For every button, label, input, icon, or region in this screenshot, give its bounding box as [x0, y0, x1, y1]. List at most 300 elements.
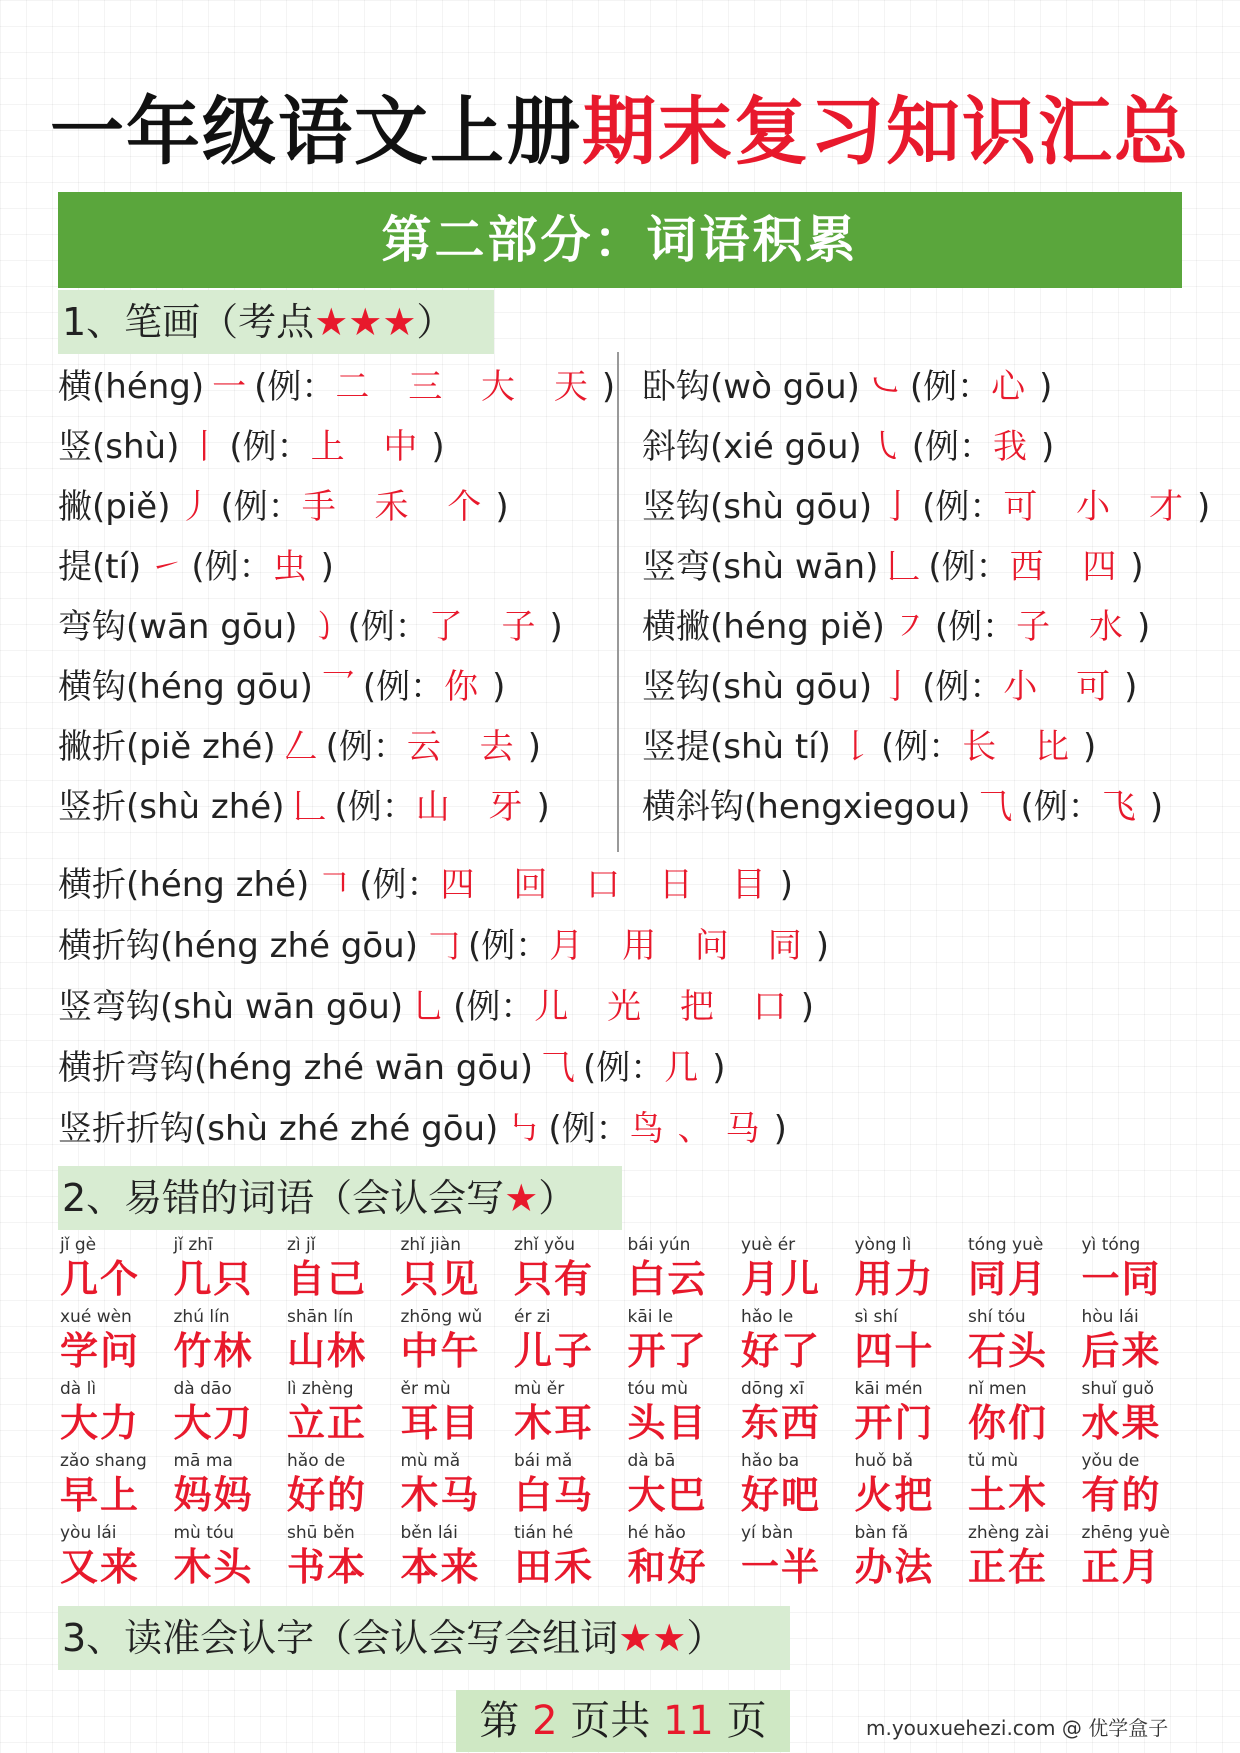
word-hanzi: 竹林 — [173, 1329, 254, 1373]
stroke-glyph: 亅 — [880, 667, 915, 707]
left-stroke-row — [58, 422, 445, 472]
word-hanzi: 四十 — [854, 1329, 935, 1373]
stroke-glyph: 一 — [212, 367, 247, 407]
word-item — [741, 1522, 845, 1590]
word-item — [514, 1306, 618, 1374]
example-chars: 飞 — [1101, 787, 1150, 827]
word-pinyin: mù ěr — [514, 1379, 565, 1399]
example-prefix: (例： — [1020, 787, 1102, 827]
word-pinyin: sì shí — [854, 1307, 898, 1327]
stroke-name: 横斜钩(hengxiegou) — [642, 787, 971, 827]
word-hanzi: 木头 — [173, 1545, 254, 1589]
example-prefix: (例： — [334, 787, 416, 827]
word-hanzi: 早上 — [60, 1473, 141, 1517]
word-item — [401, 1306, 505, 1374]
example-prefix: (例： — [909, 367, 992, 407]
example-chars: 儿 光 把 口 — [534, 987, 801, 1027]
word-hanzi: 儿子 — [514, 1329, 595, 1373]
word-pinyin: dà bā — [627, 1451, 676, 1471]
word-hanzi: 好了 — [741, 1329, 822, 1373]
example-chars: 小 可 — [1003, 667, 1125, 707]
word-pinyin: bàn fǎ — [854, 1523, 909, 1543]
stroke-name: 横折弯钩(héng zhé wān gōu) — [58, 1048, 533, 1088]
word-hanzi: 一同 — [1081, 1257, 1162, 1301]
example-prefix: (例： — [254, 367, 336, 407]
section2-title: 2、易错的词语（会认会写 — [62, 1176, 505, 1220]
word-item — [174, 1378, 278, 1446]
left-stroke-row — [58, 482, 509, 532]
word-hanzi: 好吧 — [741, 1473, 822, 1517]
example-suffix: ) — [1124, 667, 1138, 707]
example-chars: 月 用 问 同 — [549, 926, 816, 966]
example-prefix: (例： — [229, 427, 311, 467]
stroke-glyph: 𠃋 — [283, 727, 318, 767]
stroke-name: 竖钩(shù gōu) — [642, 487, 873, 527]
stroke-name: 横钩(héng gōu) — [58, 667, 313, 707]
word-hanzi: 田禾 — [514, 1545, 595, 1589]
page-mid: 页共 — [570, 1698, 651, 1744]
word-pinyin: hǎo ba — [741, 1451, 800, 1471]
word-pinyin: mù mǎ — [400, 1451, 461, 1471]
word-hanzi: 同月 — [968, 1257, 1049, 1301]
word-item — [60, 1378, 164, 1446]
word-hanzi: 你们 — [968, 1401, 1049, 1445]
example-prefix: (例： — [934, 607, 1017, 647]
word-item — [60, 1450, 164, 1518]
example-chars: 我 — [993, 427, 1042, 467]
word-pinyin: lì zhèng — [287, 1379, 354, 1399]
word-pinyin: yuè ér — [741, 1235, 796, 1255]
example-suffix: ) — [712, 1048, 726, 1088]
stroke-name: 竖折(shù zhé) — [58, 787, 285, 827]
word-item — [855, 1306, 959, 1374]
word-hanzi: 用力 — [854, 1257, 935, 1301]
word-pinyin: jǐ zhī — [173, 1235, 213, 1255]
example-prefix: (例： — [922, 487, 1004, 527]
word-pinyin: zhǐ yǒu — [514, 1235, 576, 1255]
stroke-name: 竖弯钩(shù wān gōu) — [58, 987, 404, 1027]
page-number: 2 — [532, 1698, 558, 1744]
stroke-name: 撇折(piě zhé) — [58, 727, 276, 767]
word-item — [287, 1234, 391, 1302]
page-post: 页 — [726, 1698, 767, 1744]
section-banner: 第二部分：词语积累 — [58, 192, 1182, 288]
word-hanzi: 月儿 — [741, 1257, 822, 1301]
word-item — [741, 1378, 845, 1446]
word-pinyin: tóu mù — [627, 1379, 689, 1399]
stroke-name: 横折钩(héng zhé gōu) — [58, 926, 418, 966]
stroke-name: 竖折折钩(shù zhé zhé gōu) — [58, 1109, 499, 1149]
word-pinyin: kāi le — [627, 1307, 674, 1327]
word-pinyin: hé hǎo — [627, 1523, 686, 1543]
word-item — [968, 1522, 1072, 1590]
word-item — [174, 1450, 278, 1518]
example-chars: 长 比 — [962, 727, 1084, 767]
example-chars: 二 三 大 天 — [335, 367, 602, 407]
example-chars: 虫 — [272, 547, 321, 587]
word-hanzi: 自己 — [287, 1257, 368, 1301]
word-item — [287, 1306, 391, 1374]
word-pinyin: zhǐ jiàn — [400, 1235, 461, 1255]
example-suffix: ) — [1149, 787, 1164, 827]
word-pinyin: dà lì — [60, 1379, 97, 1399]
word-item — [628, 1450, 732, 1518]
word-item — [287, 1450, 391, 1518]
word-item — [741, 1450, 845, 1518]
example-suffix: ) — [1041, 427, 1055, 467]
stroke-name: 弯钩(wān gōu) — [58, 607, 298, 647]
word-pinyin: tǔ mù — [968, 1451, 1019, 1471]
word-pinyin: mā ma — [173, 1451, 233, 1471]
word-pinyin: bái yún — [627, 1235, 691, 1255]
right-stroke-row — [642, 602, 1150, 652]
stroke-glyph: ㇂ — [869, 427, 904, 467]
left-stroke-row — [58, 362, 615, 412]
word-item — [287, 1522, 391, 1590]
example-chars: 云 去 — [406, 727, 528, 767]
word-item — [401, 1378, 505, 1446]
word-hanzi: 正在 — [968, 1545, 1049, 1589]
word-item — [174, 1522, 278, 1590]
example-suffix: ) — [1130, 547, 1144, 587]
stroke-glyph: 丿 — [178, 487, 213, 527]
example-prefix: (例： — [928, 547, 1010, 587]
right-stroke-row — [642, 662, 1137, 712]
example-chars: 你 — [444, 667, 493, 707]
page-total: 11 — [662, 1698, 714, 1744]
word-hanzi: 石头 — [968, 1329, 1049, 1373]
example-prefix: (例： — [362, 667, 445, 707]
example-suffix: ) — [815, 926, 829, 966]
source-watermark: m.youxuehezi.com @ 优学盒子 — [866, 1716, 1169, 1740]
word-item — [514, 1234, 618, 1302]
word-item — [60, 1522, 164, 1590]
word-item — [855, 1234, 959, 1302]
word-hanzi: 立正 — [287, 1401, 368, 1445]
stroke-glyph: 𠃍 — [317, 865, 352, 905]
section2-close: ） — [538, 1176, 577, 1220]
example-chars: 山 牙 — [415, 787, 537, 827]
right-stroke-row — [642, 422, 1054, 472]
word-pinyin: zhú lín — [173, 1307, 230, 1327]
word-hanzi: 和好 — [627, 1545, 708, 1589]
example-prefix: (例： — [922, 667, 1004, 707]
word-pinyin: zǎo shang — [60, 1451, 147, 1471]
stroke-glyph: 𠃊 — [292, 787, 327, 827]
example-suffix: ) — [800, 987, 815, 1027]
section1-stars: ★★★ — [314, 300, 417, 344]
stroke-name: 卧钩(wò gōu) — [642, 367, 860, 407]
word-item — [1082, 1522, 1186, 1590]
example-suffix: ) — [773, 1109, 787, 1149]
word-hanzi: 本来 — [400, 1545, 481, 1589]
word-hanzi: 水果 — [1081, 1401, 1162, 1445]
word-pinyin: zhēng yuè — [1081, 1523, 1170, 1543]
word-hanzi: 白云 — [627, 1257, 708, 1301]
word-item — [174, 1306, 278, 1374]
left-stroke-row — [58, 602, 563, 652]
word-item — [514, 1522, 618, 1590]
full-stroke-row — [58, 921, 829, 971]
example-suffix: ) — [779, 865, 794, 905]
word-pinyin: běn lái — [400, 1523, 458, 1543]
word-hanzi: 几个 — [60, 1257, 141, 1301]
word-pinyin: shū běn — [287, 1523, 355, 1543]
word-hanzi: 只见 — [400, 1257, 481, 1301]
column-divider — [617, 352, 619, 852]
section3-heading — [58, 1606, 790, 1670]
word-item — [628, 1234, 732, 1302]
example-prefix: (例： — [468, 926, 550, 966]
full-stroke-row — [58, 860, 793, 910]
word-hanzi: 火把 — [854, 1473, 935, 1517]
right-stroke-row — [642, 722, 1096, 772]
example-suffix: ) — [492, 667, 506, 707]
word-hanzi: 只有 — [514, 1257, 595, 1301]
full-stroke-row — [58, 982, 814, 1032]
example-chars: 西 四 — [1009, 547, 1131, 587]
stroke-glyph: 乛 — [320, 667, 355, 707]
stroke-glyph: ⺄ — [541, 1048, 575, 1088]
example-prefix: (例： — [583, 1048, 665, 1088]
stroke-glyph: 𠃌 — [426, 926, 460, 966]
word-item — [968, 1234, 1072, 1302]
stroke-name: 撇(piě) — [58, 487, 171, 527]
word-hanzi: 正月 — [1081, 1545, 1162, 1589]
title-red: 期末复习知识汇总 — [582, 89, 1190, 175]
word-hanzi: 学问 — [60, 1329, 141, 1373]
example-chars: 了 子 — [428, 607, 550, 647]
word-item — [741, 1234, 845, 1302]
word-pinyin: mù tóu — [173, 1523, 235, 1543]
word-pinyin: tóng yuè — [968, 1235, 1044, 1255]
word-pinyin: ér zi — [514, 1307, 551, 1327]
example-chars: 鸟、马 — [629, 1109, 774, 1149]
example-suffix: ) — [1136, 607, 1151, 647]
left-stroke-row — [58, 662, 505, 712]
stroke-name: 横(héng) — [58, 367, 205, 407]
word-hanzi: 木耳 — [514, 1401, 595, 1445]
word-pinyin: hǎo de — [287, 1451, 346, 1471]
word-item — [968, 1378, 1072, 1446]
word-item — [1082, 1450, 1186, 1518]
word-item — [968, 1450, 1072, 1518]
word-hanzi: 大力 — [60, 1401, 141, 1445]
example-prefix: (例： — [220, 487, 302, 527]
word-pinyin: jǐ gè — [60, 1235, 97, 1255]
word-pinyin: bái mǎ — [514, 1451, 573, 1471]
word-item — [60, 1306, 164, 1374]
page-title — [0, 82, 1240, 182]
word-pinyin: hòu lái — [1081, 1307, 1139, 1327]
word-pinyin: nǐ men — [968, 1379, 1027, 1399]
word-item — [1082, 1306, 1186, 1374]
example-suffix: ) — [536, 787, 550, 827]
section3-stars: ★★ — [618, 1616, 687, 1660]
example-suffix: ) — [1083, 727, 1097, 767]
word-hanzi: 东西 — [741, 1401, 822, 1445]
word-hanzi: 中午 — [400, 1329, 481, 1373]
right-stroke-row — [642, 542, 1144, 592]
word-pinyin: yí bàn — [741, 1523, 794, 1543]
stroke-name: 竖提(shù tí) — [642, 727, 831, 767]
word-pinyin: yòng lì — [854, 1235, 912, 1255]
stroke-glyph: 𠄌 — [838, 727, 873, 767]
word-hanzi: 几只 — [173, 1257, 254, 1301]
word-pinyin: zhōng wǔ — [400, 1307, 483, 1327]
word-hanzi: 妈妈 — [173, 1473, 254, 1517]
stroke-glyph: ⺄ — [978, 787, 1013, 827]
stroke-glyph: 丨 — [187, 427, 222, 467]
example-suffix: ) — [495, 487, 509, 527]
section3-close: ） — [686, 1616, 725, 1660]
word-hanzi: 开门 — [854, 1401, 935, 1445]
example-prefix: (例： — [548, 1109, 630, 1149]
example-suffix: ) — [1039, 367, 1053, 407]
section2-stars: ★ — [504, 1176, 539, 1220]
word-hanzi: 耳目 — [400, 1401, 481, 1445]
stroke-name: 竖(shù) — [58, 427, 180, 467]
word-pinyin: shí tóu — [968, 1307, 1026, 1327]
example-prefix: (例： — [359, 865, 441, 905]
example-prefix: (例： — [880, 727, 963, 767]
page-pre: 第 — [479, 1698, 520, 1744]
word-hanzi: 白马 — [514, 1473, 595, 1517]
word-item — [1082, 1378, 1186, 1446]
stroke-name: 横撇(héng piě) — [642, 607, 885, 647]
example-prefix: (例： — [191, 547, 273, 587]
section1-heading — [58, 290, 494, 354]
example-chars: 心 — [991, 367, 1040, 407]
stroke-name: 横折(héng zhé) — [58, 865, 310, 905]
example-suffix: ) — [1196, 487, 1211, 527]
title-black: 一年级语文上册 — [50, 89, 582, 175]
section3-title: 3、读准会认字（会认会写会组词 — [62, 1616, 619, 1660]
word-pinyin: dà dāo — [173, 1379, 232, 1399]
example-prefix: (例： — [347, 607, 429, 647]
word-item — [1082, 1234, 1186, 1302]
word-hanzi: 好的 — [287, 1473, 368, 1517]
right-stroke-row — [642, 482, 1210, 532]
example-suffix: ) — [549, 607, 563, 647]
example-suffix: ) — [431, 427, 445, 467]
example-prefix: (例： — [911, 427, 994, 467]
word-item — [855, 1378, 959, 1446]
stroke-glyph: 𠃊 — [886, 547, 921, 587]
word-pinyin: yì tóng — [1081, 1235, 1141, 1255]
word-hanzi: 一半 — [741, 1545, 822, 1589]
word-pinyin: shuǐ guǒ — [1081, 1379, 1154, 1399]
word-item — [401, 1522, 505, 1590]
word-pinyin: yǒu de — [1081, 1451, 1140, 1471]
word-hanzi: 开了 — [627, 1329, 708, 1373]
word-item — [628, 1378, 732, 1446]
word-item — [514, 1450, 618, 1518]
word-pinyin: ěr mù — [400, 1379, 451, 1399]
word-hanzi: 书本 — [287, 1545, 368, 1589]
full-stroke-row — [58, 1104, 787, 1154]
word-hanzi: 土木 — [968, 1473, 1049, 1517]
section1-close: ） — [416, 300, 455, 344]
word-pinyin: dōng xī — [741, 1379, 804, 1399]
stroke-glyph: 乚 — [411, 987, 446, 1027]
word-hanzi: 又来 — [60, 1545, 141, 1589]
word-hanzi: 办法 — [854, 1545, 935, 1589]
word-hanzi: 大刀 — [173, 1401, 254, 1445]
left-stroke-row — [58, 782, 550, 832]
stroke-name: 提(tí) — [58, 547, 142, 587]
word-pinyin: xué wèn — [60, 1307, 132, 1327]
stroke-glyph: 亅 — [880, 487, 915, 527]
word-pinyin: yòu lái — [60, 1523, 117, 1543]
word-item — [628, 1522, 732, 1590]
word-item — [174, 1234, 278, 1302]
example-prefix: (例： — [453, 987, 535, 1027]
word-hanzi: 有的 — [1081, 1473, 1162, 1517]
stroke-glyph: ㇁ — [305, 607, 340, 647]
stroke-name: 竖弯(shù wān) — [642, 547, 879, 587]
section2-heading — [58, 1166, 622, 1230]
stroke-name: 竖钩(shù gōu) — [642, 667, 873, 707]
word-item — [60, 1234, 164, 1302]
word-pinyin: tián hé — [514, 1523, 574, 1543]
example-prefix: (例： — [325, 727, 407, 767]
example-chars: 手 禾 个 — [301, 487, 496, 527]
word-hanzi: 山林 — [287, 1329, 368, 1373]
stroke-glyph: ㇀ — [149, 547, 184, 587]
section1-title: 1、笔画（考点 — [62, 300, 315, 344]
example-chars: 四 回 口 日 目 — [440, 865, 780, 905]
example-chars: 几 — [664, 1048, 713, 1088]
word-item — [968, 1306, 1072, 1374]
word-pinyin: zhèng zài — [968, 1523, 1050, 1543]
word-item — [855, 1450, 959, 1518]
word-pinyin: hǎo le — [741, 1307, 794, 1327]
word-hanzi: 后来 — [1081, 1329, 1162, 1373]
example-suffix: ) — [527, 727, 541, 767]
word-item — [401, 1450, 505, 1518]
word-hanzi: 头目 — [627, 1401, 708, 1445]
example-chars: 子 水 — [1016, 607, 1137, 647]
right-stroke-row — [642, 362, 1052, 412]
example-chars: 上 中 — [310, 427, 432, 467]
word-item — [741, 1306, 845, 1374]
word-pinyin: shān lín — [287, 1307, 354, 1327]
word-pinyin: zì jǐ — [287, 1235, 316, 1255]
example-suffix: ) — [601, 367, 616, 407]
full-stroke-row — [58, 1043, 726, 1093]
stroke-glyph: ㇃ — [867, 367, 902, 407]
left-stroke-row — [58, 542, 334, 592]
word-item — [287, 1378, 391, 1446]
word-pinyin: huǒ bǎ — [854, 1451, 914, 1471]
right-stroke-row — [642, 782, 1163, 832]
word-hanzi: 木马 — [400, 1473, 481, 1517]
word-item — [855, 1522, 959, 1590]
word-hanzi: 大巴 — [627, 1473, 708, 1517]
example-suffix: ) — [320, 547, 334, 587]
example-chars: 可 小 才 — [1003, 487, 1197, 527]
left-stroke-row — [58, 722, 541, 772]
word-item — [628, 1306, 732, 1374]
word-item — [401, 1234, 505, 1302]
stroke-glyph: ㇉ — [506, 1109, 541, 1149]
word-item — [514, 1378, 618, 1446]
page-indicator — [456, 1690, 790, 1752]
stroke-name: 斜钩(xié gōu) — [642, 427, 862, 467]
stroke-glyph: ㇇ — [892, 607, 927, 647]
word-pinyin: kāi mén — [854, 1379, 923, 1399]
